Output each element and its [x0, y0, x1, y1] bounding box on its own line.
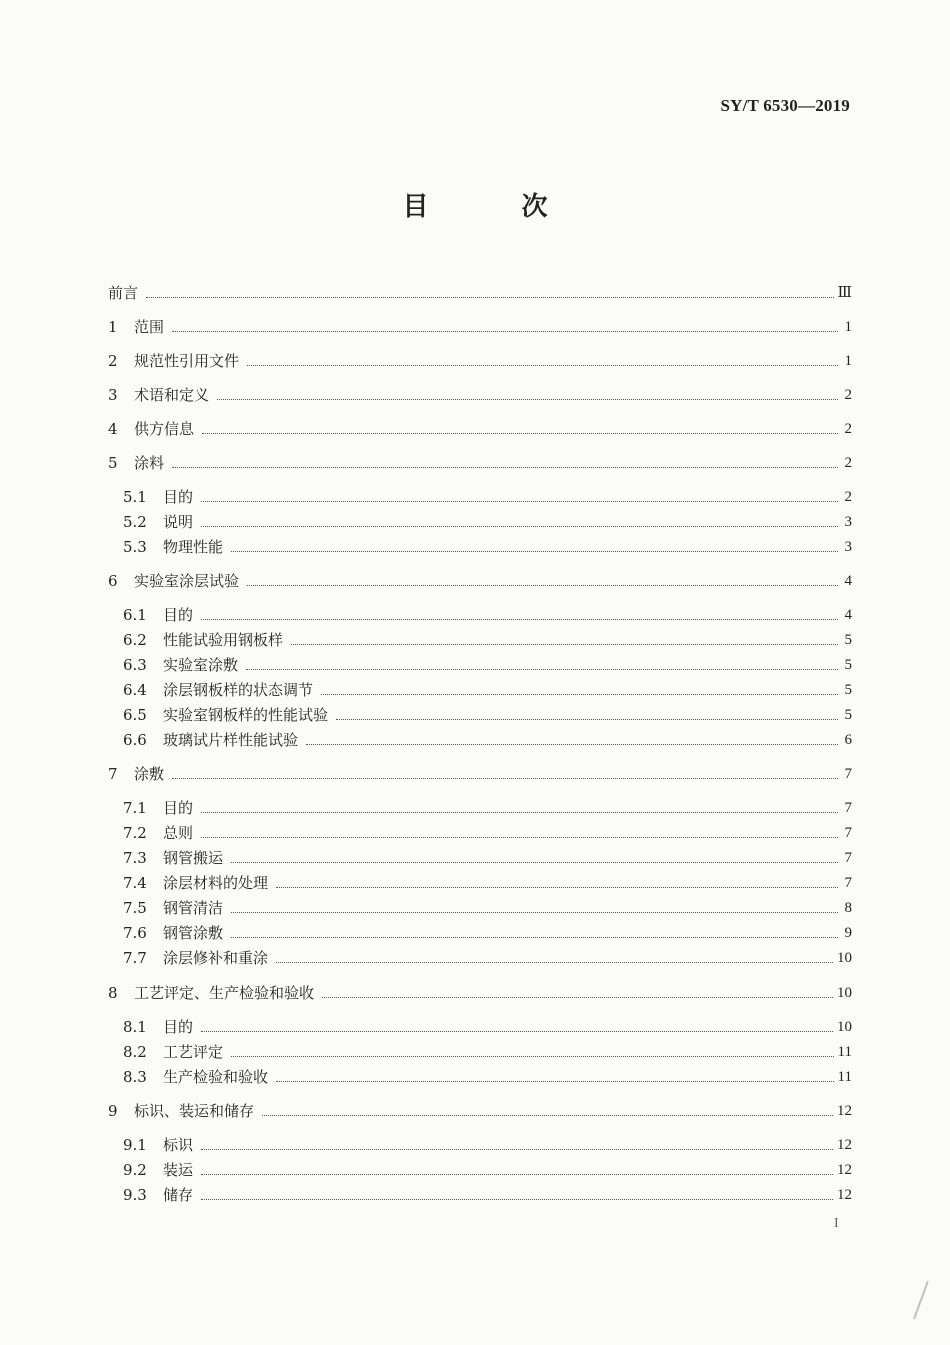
scan-mark: [913, 1281, 929, 1319]
toc-entry[interactable]: [108, 760, 852, 784]
toc-entry-number: 5.3: [123, 538, 147, 556]
dot-leader: [231, 937, 838, 938]
toc-entry-number: 7.6: [123, 924, 147, 942]
toc-entry[interactable]: [108, 626, 852, 650]
toc-entry[interactable]: [108, 415, 852, 439]
toc-entry-page: Ⅲ: [837, 285, 852, 301]
toc-entry-label: 目的: [163, 488, 194, 506]
dot-leader: [217, 399, 838, 400]
toc-entry[interactable]: [108, 979, 852, 1003]
toc-entry[interactable]: [108, 508, 852, 532]
toc-entry-page: 2: [844, 387, 852, 403]
toc-entry[interactable]: [108, 1038, 852, 1062]
toc-entry-number: 5.2: [123, 513, 147, 531]
toc-entry-page: 2: [844, 489, 852, 505]
toc-entry-label: 实验室钢板样的性能试验: [163, 706, 329, 724]
toc-entry-number: 8.1: [123, 1018, 147, 1036]
toc-entry-page: 12: [837, 1137, 852, 1153]
dot-leader: [291, 644, 838, 645]
dot-leader: [276, 1081, 834, 1082]
toc-entry[interactable]: [108, 567, 852, 591]
toc-entry-label: 钢管搬运: [163, 849, 224, 867]
toc-entry-page: 5: [844, 632, 852, 648]
toc-entry-number: 6.4: [123, 681, 147, 699]
toc-entry-number: 8.3: [123, 1068, 147, 1086]
toc-entry-number: 6.3: [123, 656, 147, 674]
dot-leader: [231, 912, 838, 913]
toc-entry-page: 7: [844, 800, 852, 816]
toc-entry-page: 4: [844, 607, 852, 623]
toc-entry[interactable]: [108, 819, 852, 843]
dot-leader: [172, 778, 838, 779]
toc-entry-page: 10: [837, 1019, 852, 1035]
dot-leader: [336, 719, 838, 720]
toc-entry-number: 6.1: [123, 606, 147, 624]
toc-entry[interactable]: [108, 1013, 852, 1037]
toc-entry-label: 目的: [163, 606, 194, 624]
dot-leader: [246, 669, 838, 670]
toc-entry-label: 工艺评定、生产检验和验收: [134, 984, 315, 1002]
toc-entry[interactable]: [108, 533, 852, 557]
toc-entry-label: 涂层修补和重涂: [163, 949, 269, 967]
toc-entry-page: 1: [844, 319, 852, 335]
toc-entry-page: 12: [837, 1103, 852, 1119]
toc-entry-number: 7.5: [123, 899, 147, 917]
toc-entry-page: 3: [844, 539, 852, 555]
toc-entry-label: 储存: [163, 1186, 194, 1204]
toc-entry-page: 7: [844, 875, 852, 891]
toc-entry-label: 术语和定义: [134, 386, 210, 404]
toc-entry-page: 7: [844, 825, 852, 841]
toc-entry-label: 钢管清洁: [163, 899, 224, 917]
dot-leader: [201, 1174, 833, 1175]
toc-entry-label: 物理性能: [163, 538, 224, 556]
toc-entry[interactable]: [108, 919, 852, 943]
toc-entry-number: 5.1: [123, 488, 147, 506]
toc-entry-label: 目的: [163, 799, 194, 817]
toc-entry-label: 涂料: [134, 454, 165, 472]
toc-entry-label: 实验室涂敷: [163, 656, 239, 674]
dot-leader: [146, 297, 834, 298]
toc-entry-page: 11: [837, 1069, 852, 1085]
toc-entry-label: 前言: [108, 284, 139, 302]
dot-leader: [201, 619, 838, 620]
toc-entry-page: 12: [837, 1187, 852, 1203]
toc-entry-number: 7: [108, 765, 118, 783]
toc-entry-page: 6: [844, 732, 852, 748]
dot-leader: [262, 1115, 833, 1116]
dot-leader: [231, 862, 838, 863]
toc-entry[interactable]: [108, 1097, 852, 1121]
dot-leader: [172, 467, 838, 468]
toc-entry-number: 6.2: [123, 631, 147, 649]
toc-entry-page: 11: [837, 1044, 852, 1060]
toc-entry[interactable]: [108, 651, 852, 675]
toc-entry-label: 装运: [163, 1161, 194, 1179]
dot-leader: [276, 887, 838, 888]
toc-entry-page: 5: [844, 657, 852, 673]
toc-entry[interactable]: [108, 894, 852, 918]
toc-entry-label: 规范性引用文件: [134, 352, 240, 370]
toc-entry-label: 目的: [163, 1018, 194, 1036]
toc-entry-page: 5: [844, 707, 852, 723]
dot-leader: [201, 1199, 833, 1200]
dot-leader: [172, 331, 838, 332]
toc-entry-label: 玻璃试片样性能试验: [163, 731, 299, 749]
toc-entry[interactable]: [108, 726, 852, 750]
dot-leader: [202, 433, 838, 434]
toc-entry-label: 钢管涂敷: [163, 924, 224, 942]
toc-entry-number: 5: [108, 454, 118, 472]
toc-entry-number: 7.2: [123, 824, 147, 842]
toc-entry-page: 7: [844, 766, 852, 782]
toc-entry-label: 涂层材料的处理: [163, 874, 269, 892]
toc-entry-number: 9.3: [123, 1186, 147, 1204]
standard-code: SY/T 6530—2019: [720, 96, 850, 115]
toc-entry-number: 7.7: [123, 949, 147, 967]
toc-entry-label: 标识: [163, 1136, 194, 1154]
toc-entry-label: 说明: [163, 513, 194, 531]
toc-entry-number: 7.3: [123, 849, 147, 867]
toc-entry-label: 工艺评定: [163, 1043, 224, 1061]
dot-leader: [276, 962, 833, 963]
toc-entry[interactable]: [108, 313, 852, 337]
page-folio: I: [834, 1216, 839, 1231]
toc-entry-page: 2: [844, 421, 852, 437]
toc-entry-page: 5: [844, 682, 852, 698]
dot-leader: [322, 997, 833, 998]
toc-entry-number: 9.2: [123, 1161, 147, 1179]
toc-entry-page: 4: [844, 573, 852, 589]
toc-entry[interactable]: [108, 1131, 852, 1155]
toc-entry-label: 总则: [163, 824, 194, 842]
toc-entry-page: 7: [844, 850, 852, 866]
toc-entry-number: 6.5: [123, 706, 147, 724]
toc-entry-page: 1: [844, 353, 852, 369]
toc-entry[interactable]: [108, 869, 852, 893]
dot-leader: [201, 837, 838, 838]
toc-entry[interactable]: [108, 794, 852, 818]
toc-entry-number: 9: [108, 1102, 118, 1120]
dot-leader: [201, 501, 838, 502]
toc-entry-label: 涂敷: [134, 765, 165, 783]
toc-entry-page: 10: [837, 950, 852, 966]
toc-entry-label: 供方信息: [134, 420, 195, 438]
toc-entry-label: 实验室涂层试验: [134, 572, 240, 590]
dot-leader: [201, 526, 838, 527]
toc-entry[interactable]: [108, 1156, 852, 1180]
toc-entry-number: 6: [108, 572, 118, 590]
toc-entry-label: 范围: [134, 318, 165, 336]
dot-leader: [321, 694, 838, 695]
toc-entry-number: 3: [108, 386, 118, 404]
dot-leader: [306, 744, 838, 745]
toc-entry-page: 9: [844, 925, 852, 941]
toc-entry-number: 1: [108, 318, 118, 336]
toc-entry-page: 2: [844, 455, 852, 471]
dot-leader: [201, 1149, 833, 1150]
toc-entry-number: 8.2: [123, 1043, 147, 1061]
toc-entry-page: 3: [844, 514, 852, 530]
toc-entry[interactable]: [108, 279, 852, 303]
toc-title: 目 次: [402, 192, 590, 222]
toc-entry[interactable]: [108, 601, 852, 625]
toc-entry[interactable]: [108, 1063, 852, 1087]
toc-entry-number: 2: [108, 352, 118, 370]
toc-entry[interactable]: [108, 944, 852, 968]
dot-leader: [231, 551, 838, 552]
dot-leader: [201, 1031, 833, 1032]
toc-entry-label: 生产检验和验收: [163, 1068, 269, 1086]
toc-entry-number: 4: [108, 420, 118, 438]
dot-leader: [231, 1056, 834, 1057]
toc-entry[interactable]: [108, 449, 852, 473]
toc-entry-number: 6.6: [123, 731, 147, 749]
dot-leader: [247, 365, 838, 366]
toc-entry-number: 9.1: [123, 1136, 147, 1154]
toc-entry[interactable]: [108, 347, 852, 371]
toc-entry[interactable]: [108, 676, 852, 700]
toc-entry[interactable]: [108, 1181, 852, 1205]
toc-entry-page: 10: [837, 985, 852, 1001]
toc-entry-number: 8: [108, 984, 118, 1002]
toc-entry-page: 8: [844, 900, 852, 916]
dot-leader: [247, 585, 838, 586]
toc-entry[interactable]: [108, 483, 852, 507]
toc-entry-number: 7.4: [123, 874, 147, 892]
toc-entry-page: 12: [837, 1162, 852, 1178]
toc-entry-label: 性能试验用钢板样: [163, 631, 284, 649]
toc-entry[interactable]: [108, 844, 852, 868]
toc-entry[interactable]: [108, 701, 852, 725]
toc-entry-label: 涂层钢板样的状态调节: [163, 681, 314, 699]
toc-entry-label: 标识、装运和储存: [134, 1102, 255, 1120]
dot-leader: [201, 812, 838, 813]
toc-entry-number: 7.1: [123, 799, 147, 817]
toc-entry[interactable]: [108, 381, 852, 405]
